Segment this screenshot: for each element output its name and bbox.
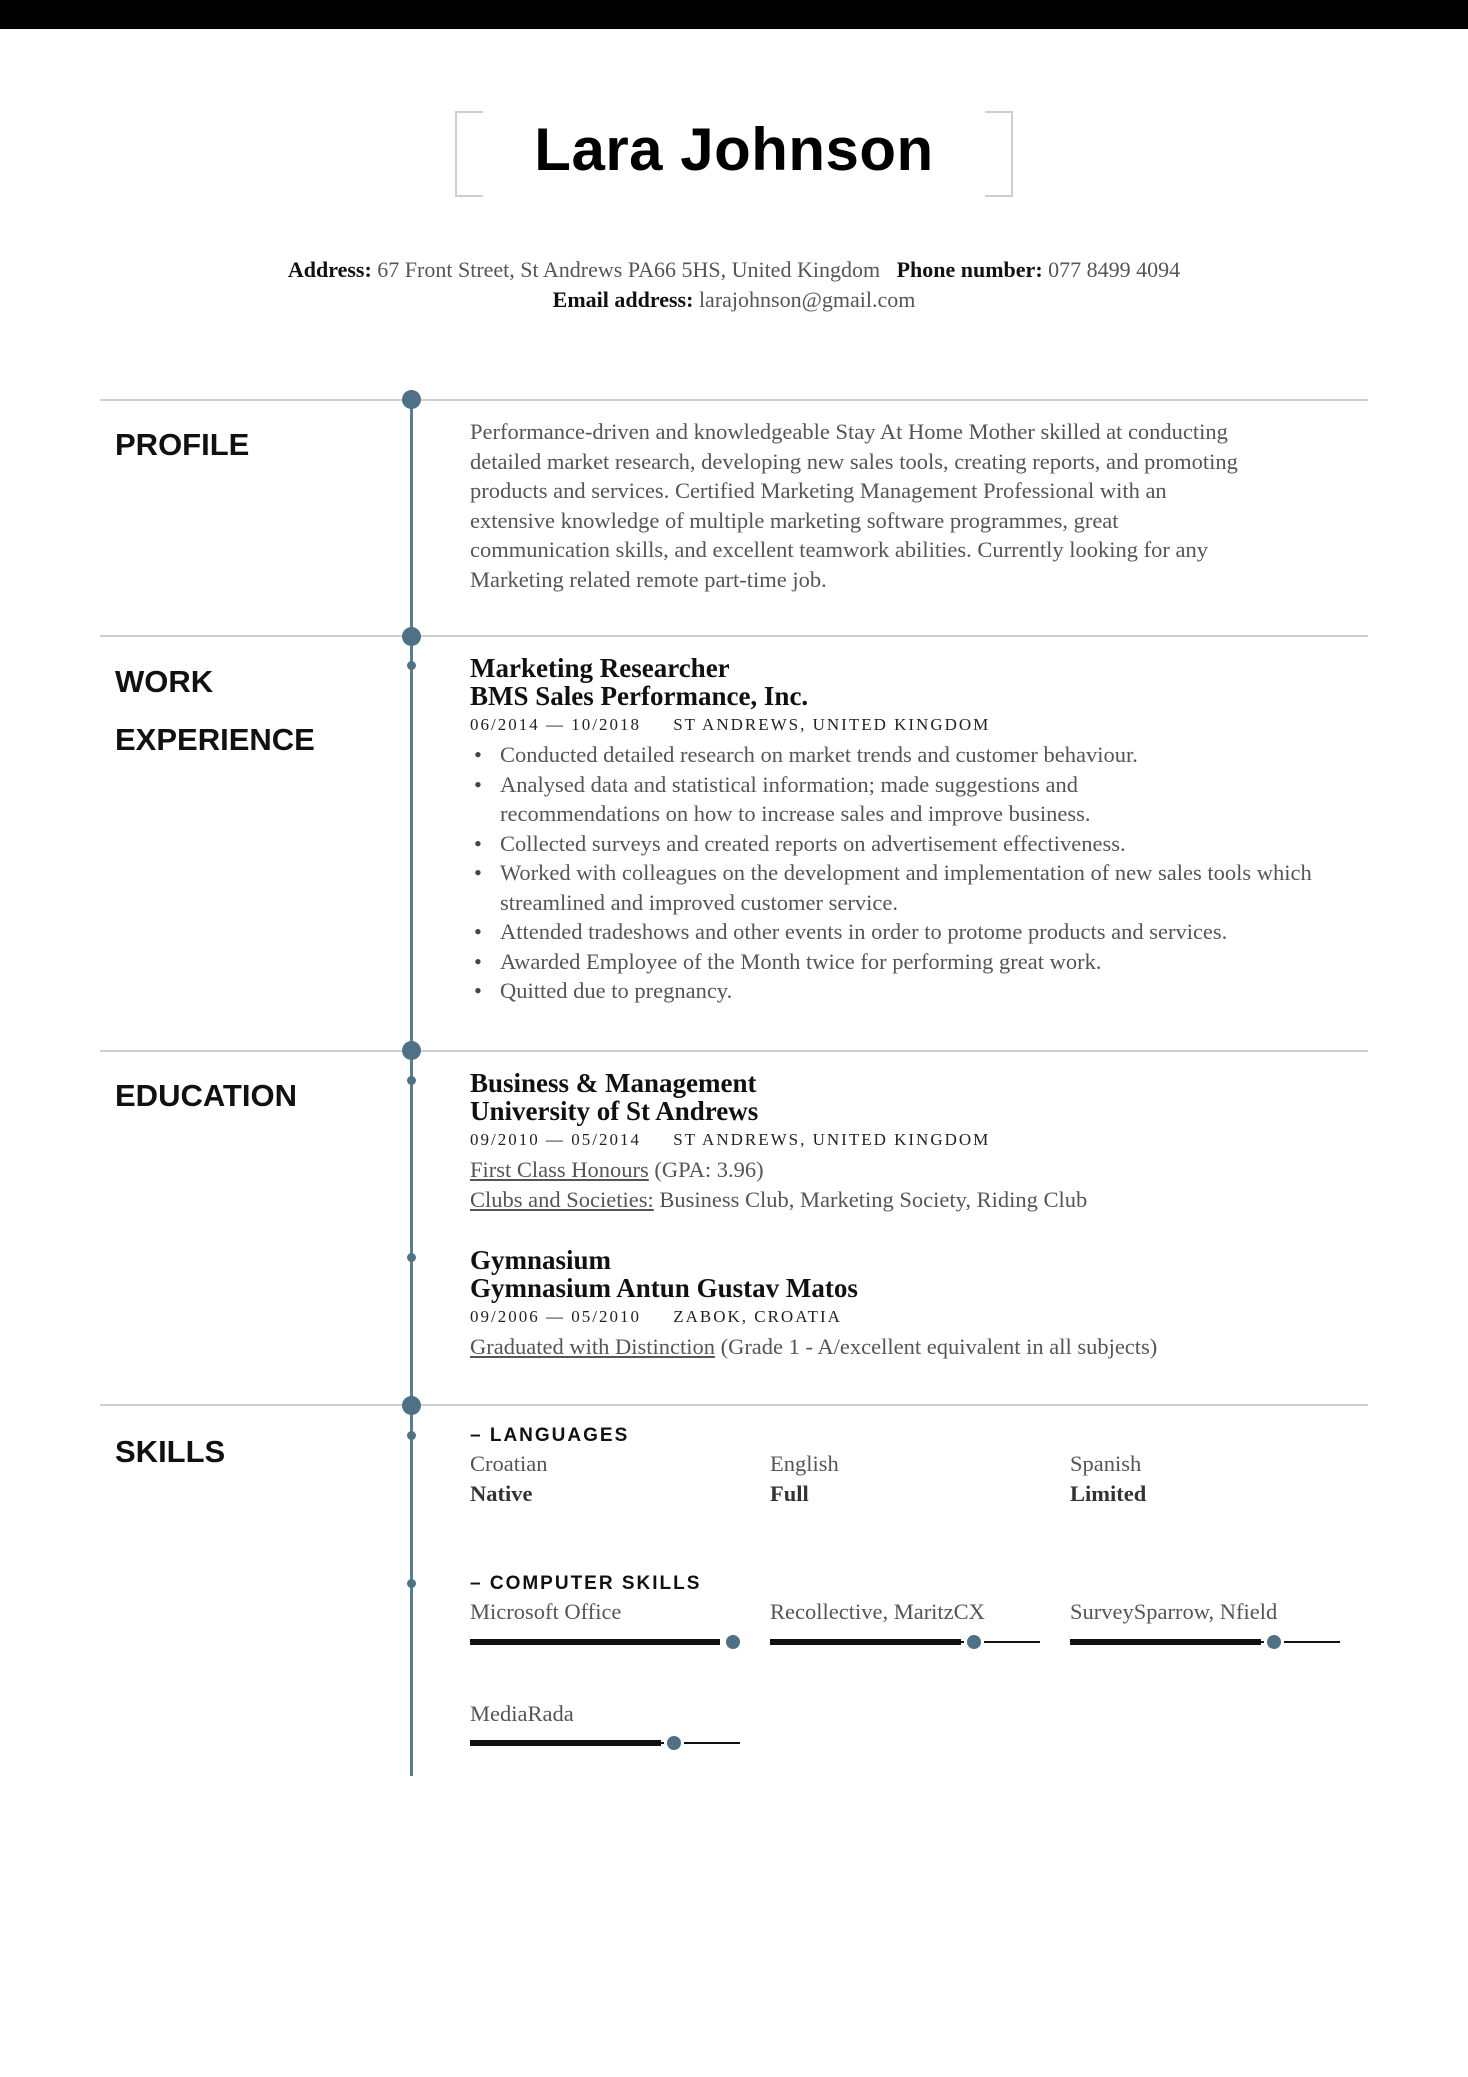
skill-knob xyxy=(667,1736,681,1750)
job-bullet: • Conducted detailed research on market trends and customer behaviour. xyxy=(470,740,1370,770)
candidate-name: Lara Johnson xyxy=(534,116,934,183)
contact-line-2 xyxy=(0,285,1468,315)
skill-name: Microsoft Office xyxy=(470,1599,622,1624)
education-entry xyxy=(470,1069,1370,1214)
section-title-line: EXPERIENCE xyxy=(115,722,315,757)
job-meta xyxy=(470,710,1370,740)
languages-block xyxy=(470,1423,1370,1508)
profile-line: products and services. Certified Marketing Management Professional with an xyxy=(470,478,1167,503)
education-dates: 09/2006 — 05/2010 xyxy=(470,1307,641,1326)
education-location: ST ANDREWS, UNITED KINGDOM xyxy=(673,1130,991,1149)
phone: 077 8499 4094 xyxy=(1048,257,1181,282)
job-company: BMS Sales Performance, Inc. xyxy=(470,681,809,711)
education-detail xyxy=(470,1185,1370,1215)
language-level: Native xyxy=(470,1480,533,1506)
timeline-small-dot xyxy=(407,661,416,670)
language-name: Spanish xyxy=(1070,1451,1142,1476)
education-location: ZABOK, CROATIA xyxy=(673,1307,842,1326)
divider xyxy=(100,1404,1368,1406)
skill-name: MediaRada xyxy=(470,1700,574,1726)
skill-knob xyxy=(726,1635,740,1649)
skill-fill xyxy=(1070,1639,1261,1645)
divider xyxy=(100,1050,1368,1052)
job-position: Marketing Researcher xyxy=(470,653,730,683)
timeline-dot xyxy=(402,390,421,409)
skill-item xyxy=(470,1597,770,1649)
section-title-skills: SKILLS xyxy=(115,1434,226,1469)
school: University of St Andrews xyxy=(470,1096,759,1126)
job-bullet: • Worked with colleagues on the development and implementation of new sales tools which streamlined and improved customer service. xyxy=(470,858,1330,917)
job-bullet: • Awarded Employee of the Month twice for performing great work. xyxy=(470,947,1370,977)
skill-item xyxy=(1070,1597,1370,1649)
profile-line: communication skills, and excellent teamwork abilities. Currently looking for any xyxy=(470,537,1208,562)
degree: Gymnasium xyxy=(470,1245,612,1275)
job-bullets xyxy=(470,740,1370,1006)
language-item xyxy=(770,1449,1070,1508)
education-detail xyxy=(470,1155,1370,1185)
clubs-link[interactable]: Clubs and Societies: xyxy=(470,1186,654,1212)
top-bar xyxy=(0,0,1468,29)
job-bullet: • Analysed data and statistical information; made suggestions and recommendations on how to increase sales and improve business. xyxy=(470,770,1200,829)
language-name: English xyxy=(770,1451,839,1476)
clubs-detail: Business Club, Marketing Society, Riding Club xyxy=(653,1186,1088,1212)
timeline-small-dot xyxy=(407,1579,416,1588)
education-entry xyxy=(470,1246,1370,1362)
job-entry xyxy=(470,654,1370,1006)
computer-skills-grid xyxy=(470,1597,1370,1750)
timeline-dot xyxy=(402,1041,421,1060)
school: Gymnasium Antun Gustav Matos xyxy=(470,1273,858,1303)
skill-fill xyxy=(770,1639,961,1645)
language-item xyxy=(1070,1449,1370,1508)
skill-item xyxy=(770,1597,1070,1649)
profile-text xyxy=(470,417,1370,594)
profile-line: extensive knowledge of multiple marketing software programmes, great xyxy=(470,507,1119,533)
timeline-dot xyxy=(402,627,421,646)
languages-heading: – LANGUAGES xyxy=(470,1425,630,1446)
name-box xyxy=(455,111,1013,197)
phone-label: Phone number: xyxy=(896,257,1043,282)
language-item xyxy=(470,1449,770,1508)
language-level: Full xyxy=(770,1480,809,1506)
profile-line: detailed market research, developing new sales tools, creating reports, and promoting xyxy=(470,448,1238,474)
address-label: Address: xyxy=(287,257,372,282)
job-bullet: • Attended tradeshows and other events in order to protome products and services. xyxy=(470,917,1370,947)
profile-line: Marketing related remote part-time job. xyxy=(470,566,827,592)
divider xyxy=(100,635,1368,637)
skill-knob xyxy=(1267,1635,1281,1649)
skill-fill xyxy=(470,1740,661,1746)
skill-level-bar xyxy=(470,1736,740,1750)
contact-line-1 xyxy=(0,255,1468,285)
timeline xyxy=(410,400,413,1776)
section-title-profile: PROFILE xyxy=(115,427,250,462)
education-meta xyxy=(470,1125,1370,1155)
skill-name: SurveySparrow, Nfield xyxy=(1070,1599,1278,1624)
degree: Business & Management xyxy=(470,1068,757,1098)
honours-link[interactable]: First Class Honours xyxy=(470,1157,649,1182)
skill-level-bar xyxy=(770,1635,1040,1649)
languages-grid xyxy=(470,1449,1370,1508)
address: 67 Front Street, St Andrews PA66 5HS, United Kingdom xyxy=(377,257,881,282)
language-level: Limited xyxy=(1070,1480,1147,1506)
skill-knob xyxy=(967,1635,981,1649)
education-dates: 09/2010 — 05/2014 xyxy=(470,1130,641,1149)
profile-line: Performance-driven and knowledgeable Stay At Home Mother skilled at conducting xyxy=(470,419,1228,444)
skill-level-bar xyxy=(1070,1635,1340,1649)
honours-detail: (GPA: 3.96) xyxy=(648,1157,764,1182)
skill-name: Recollective, MaritzCX xyxy=(770,1599,985,1624)
timeline-small-dot xyxy=(407,1076,416,1085)
section-title-work xyxy=(115,653,315,769)
divider xyxy=(100,399,1368,401)
email: larajohnson@gmail.com xyxy=(698,287,916,312)
email-label: Email address: xyxy=(552,287,694,312)
job-bullet: • Quitted due to pregnancy. xyxy=(470,976,1370,1006)
job-bullet: • Collected surveys and created reports on advertisement effectiveness. xyxy=(470,829,1370,859)
section-title-line: WORK xyxy=(115,664,214,699)
distinction-detail: (Grade 1 - A/excellent equivalent in all subjects) xyxy=(714,1334,1158,1359)
section-title-education: EDUCATION xyxy=(115,1078,297,1113)
computer-skills-heading: – COMPUTER SKILLS xyxy=(470,1573,702,1594)
skill-level-bar xyxy=(470,1635,740,1649)
timeline-small-dot xyxy=(407,1431,416,1440)
timeline-dot xyxy=(402,1396,421,1415)
distinction-link[interactable]: Graduated with Distinction xyxy=(470,1334,715,1359)
language-name: Croatian xyxy=(470,1451,548,1476)
computer-skills-block xyxy=(470,1571,1370,1750)
skill-item xyxy=(470,1699,770,1751)
education-meta xyxy=(470,1302,1370,1332)
skill-fill xyxy=(470,1639,720,1645)
job-location: ST ANDREWS, UNITED KINGDOM xyxy=(673,715,991,734)
job-dates: 06/2014 — 10/2018 xyxy=(470,715,641,734)
timeline-small-dot xyxy=(407,1253,416,1262)
education-detail xyxy=(470,1332,1370,1362)
